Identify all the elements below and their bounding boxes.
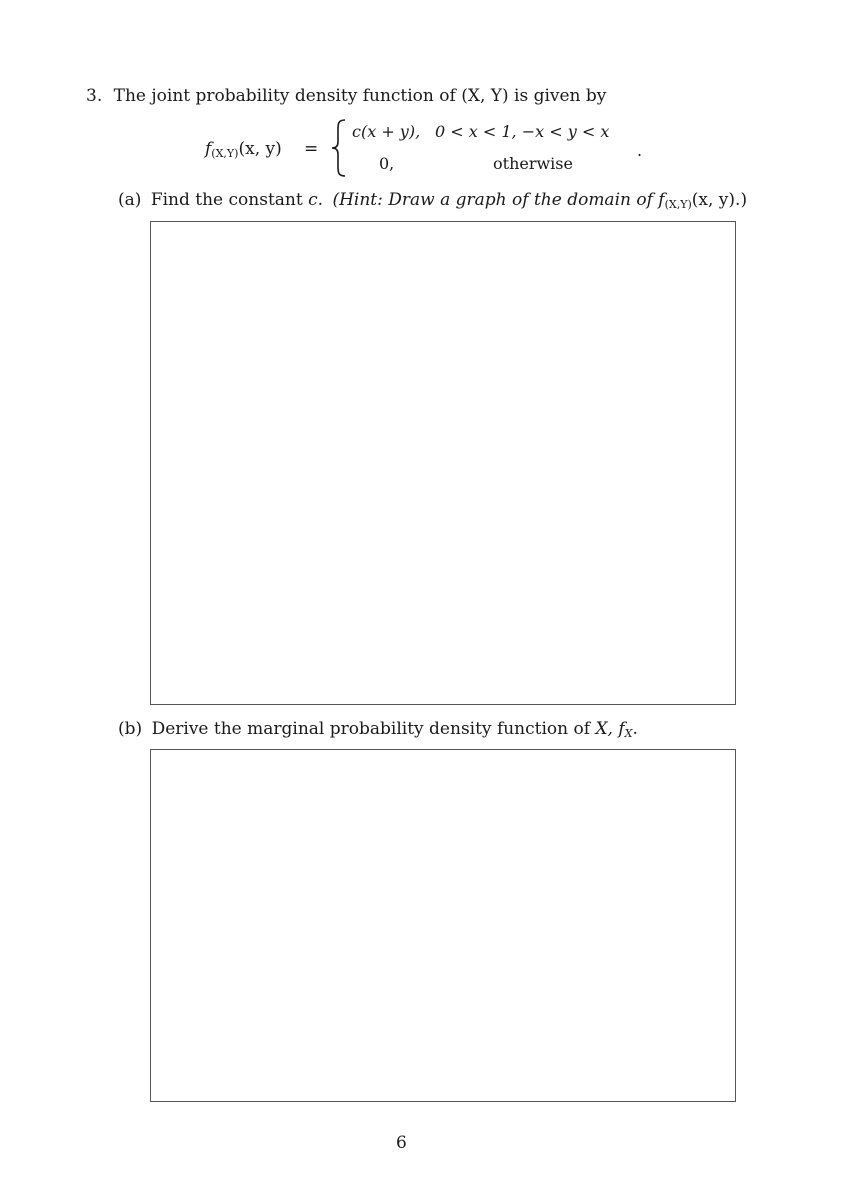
pdf-case1-condition: 0 < x < 1, −x < y < x xyxy=(435,122,610,141)
page-number: 6 xyxy=(396,1133,407,1153)
pdf-lhs-args: (x, y) xyxy=(238,139,282,159)
part-a-label: (a) xyxy=(118,190,142,210)
answer-box-a[interactable] xyxy=(150,221,736,705)
pdf-lhs xyxy=(205,139,282,160)
equation-period: . xyxy=(637,141,643,160)
part-b-label: (b) xyxy=(118,719,143,739)
pdf-equals-sign: = xyxy=(304,139,319,159)
part-a-text: Find the constant xyxy=(150,190,303,210)
part-a-hint-subscript: (X,Y) xyxy=(664,198,692,211)
part-b-var-x: X, xyxy=(595,719,613,739)
part-b-prompt xyxy=(118,719,638,740)
pdf-lhs-f: f xyxy=(205,139,212,159)
pdf-case1-expression: c(x + y), xyxy=(352,122,421,141)
part-b-end: . xyxy=(632,719,638,739)
part-a-hint-open: (Hint: Draw a graph of the domain of xyxy=(332,190,653,210)
part-b-var-subscript: X xyxy=(624,727,633,740)
part-a-var: c. xyxy=(308,190,324,210)
part-a-hint-args: (x, y) xyxy=(691,190,736,210)
answer-box-b[interactable] xyxy=(150,749,736,1102)
question-number: 3. xyxy=(86,86,103,106)
part-a-hint-close: .) xyxy=(735,190,748,210)
part-a-prompt xyxy=(118,190,747,211)
part-b-text: Derive the marginal probability density function of xyxy=(151,719,591,739)
pdf-lhs-subscript: (X,Y) xyxy=(211,147,239,160)
part-a-hint xyxy=(332,190,747,210)
pdf-case2-expression: 0, xyxy=(379,154,395,173)
left-brace-icon xyxy=(331,118,347,178)
part-a-hint-f: f xyxy=(658,190,665,210)
part-b-var-f: f xyxy=(618,719,625,739)
question-statement xyxy=(86,86,606,106)
pdf-case2-condition: otherwise xyxy=(493,154,573,173)
question-text: The joint probability density function of (X, Y) is given by xyxy=(113,86,607,106)
